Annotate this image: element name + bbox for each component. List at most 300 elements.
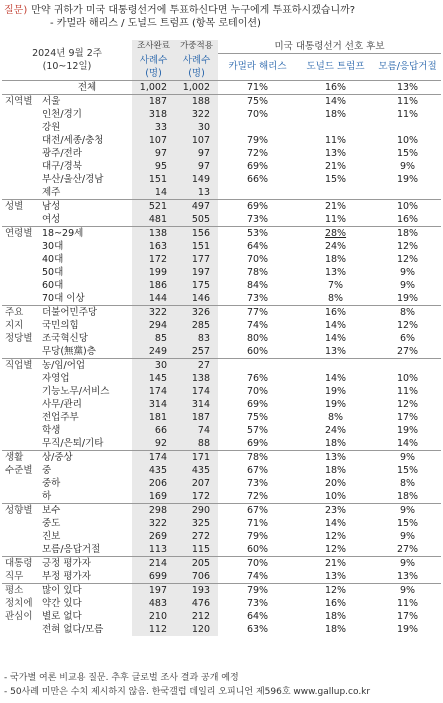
row-weight-count: 172 xyxy=(175,490,218,504)
row-sample-count: 298 xyxy=(132,503,175,517)
row-group-label: 평소 xyxy=(2,583,42,597)
row-sample-count: 322 xyxy=(132,517,175,530)
row-harris-pct: 66% xyxy=(246,173,269,185)
row-trump-pct: 7% xyxy=(327,279,344,291)
row-label: 사무/관리 xyxy=(42,398,82,410)
row-sample-count: 481 xyxy=(132,213,175,227)
table-row xyxy=(2,186,441,200)
table-row xyxy=(2,332,441,345)
row-weight-count: 205 xyxy=(175,556,218,570)
row-label: 모름/응답거절 xyxy=(42,543,101,555)
row-unknown-pct: 9% xyxy=(399,530,416,542)
row-sample-count: 33 xyxy=(132,121,175,134)
row-harris-pct: 73% xyxy=(246,597,269,609)
table-row xyxy=(2,424,441,437)
row-unknown-pct: 13% xyxy=(374,80,441,94)
row-group-label: 직무 xyxy=(5,570,24,582)
table-row xyxy=(2,253,441,266)
row-label: 기능노무/서비스 xyxy=(42,385,110,397)
table-row xyxy=(2,623,441,636)
row-group-label xyxy=(2,186,42,200)
row-label: 부산/울산/경남 xyxy=(42,173,104,185)
table-row xyxy=(2,385,441,398)
row-unknown-pct: 19% xyxy=(396,173,419,185)
row-weight-count: 285 xyxy=(175,319,218,332)
row-label: 중 xyxy=(42,464,52,476)
row-label: 부정 평가자 xyxy=(42,570,91,582)
row-trump-pct: 12% xyxy=(297,583,374,597)
row-trump-pct: 13% xyxy=(297,450,374,464)
row-unknown-pct: 27% xyxy=(396,543,419,555)
row-group-label xyxy=(2,173,42,186)
row-unknown-pct: 12% xyxy=(396,319,419,331)
group-title: 미국 대통령선거 선호 후보 xyxy=(218,40,441,54)
row-label: 전업주부 xyxy=(42,411,79,423)
table-row xyxy=(2,583,441,597)
row-unknown-pct: 12% xyxy=(396,240,419,252)
question-label: 질문) xyxy=(4,5,28,16)
row-group-label: 주요 xyxy=(2,305,42,319)
row-label: 60대 xyxy=(42,279,64,291)
table-row xyxy=(2,530,441,543)
row-harris-pct xyxy=(218,121,297,134)
row-harris-pct: 69% xyxy=(246,398,269,410)
row-harris-pct: 64% xyxy=(246,610,269,622)
row-sample-count: 66 xyxy=(132,424,175,437)
row-group-label xyxy=(2,292,42,306)
row-trump-pct: 18% xyxy=(324,108,347,120)
row-sample-count: 107 xyxy=(132,134,175,147)
row-group-label xyxy=(2,385,42,398)
row-weight-count: 171 xyxy=(175,450,218,464)
row-unknown-pct xyxy=(374,121,441,134)
row-group-label: 생활 xyxy=(2,450,42,464)
row-group-label xyxy=(2,80,42,94)
question-text: 만약 귀하가 미국 대통령선거에 투표하신다면 누구에게 투표하시겠습니까? xyxy=(31,5,356,16)
row-harris-pct: 67% xyxy=(218,503,297,517)
row-unknown-pct: 16% xyxy=(396,213,419,225)
row-trump-pct: 13% xyxy=(324,570,347,582)
row-trump-pct: 18% xyxy=(324,623,347,635)
row-group-label xyxy=(2,437,42,451)
table-row xyxy=(2,319,441,332)
row-harris-pct: 79% xyxy=(218,583,297,597)
row-harris-pct: 70% xyxy=(246,108,269,120)
row-sample-count: 181 xyxy=(132,411,175,424)
row-label: 서울 xyxy=(42,94,132,108)
col-sample-header: 조사완료 xyxy=(132,40,175,54)
row-harris-pct: 73% xyxy=(246,213,269,225)
col-sample-cases: 사례수 xyxy=(132,54,175,67)
table-row xyxy=(2,543,441,557)
row-label: 강원 xyxy=(42,121,61,133)
row-sample-count: 85 xyxy=(132,332,175,345)
row-label: 여성 xyxy=(42,213,61,225)
row-unknown-pct: 19% xyxy=(396,292,419,304)
row-unknown-pct xyxy=(374,358,441,372)
row-harris-pct: 70% xyxy=(218,556,297,570)
row-unknown-pct: 9% xyxy=(399,266,416,278)
row-group-label xyxy=(2,517,42,530)
row-harris-pct: 76% xyxy=(246,372,269,384)
row-weight-count: 146 xyxy=(175,292,218,306)
row-label: 전체 xyxy=(42,80,132,94)
table-row xyxy=(2,345,441,359)
row-sample-count: 169 xyxy=(132,490,175,504)
table-row xyxy=(2,450,441,464)
row-group-label: 연령별 xyxy=(2,226,42,240)
row-unknown-pct: 11% xyxy=(396,597,419,609)
row-weight-count: 88 xyxy=(175,437,218,451)
row-weight-count: 476 xyxy=(175,597,218,610)
row-unknown-pct: 9% xyxy=(374,450,441,464)
row-sample-count: 112 xyxy=(132,623,175,636)
row-sample-count: 151 xyxy=(132,173,175,186)
row-trump-pct: 21% xyxy=(324,160,347,172)
row-sample-count: 210 xyxy=(132,610,175,623)
table-row xyxy=(2,477,441,490)
row-trump-pct: 16% xyxy=(297,80,374,94)
row-group-label xyxy=(2,490,42,504)
row-label: 대전/세종/충청 xyxy=(42,134,104,146)
row-group-label: 성별 xyxy=(2,199,42,213)
row-harris-pct: 71% xyxy=(218,80,297,94)
row-weight-count: 138 xyxy=(175,372,218,385)
row-harris-pct: 60% xyxy=(246,543,269,555)
row-unknown-pct: 9% xyxy=(374,556,441,570)
period-header xyxy=(2,40,132,80)
row-trump-pct: 14% xyxy=(297,94,374,108)
row-label: 제주 xyxy=(42,186,61,198)
row-trump-pct: 11% xyxy=(324,213,347,225)
row-weight-count: 314 xyxy=(175,398,218,411)
row-sample-count: 318 xyxy=(132,108,175,121)
row-harris-pct: 75% xyxy=(246,411,269,423)
row-label: 18~29세 xyxy=(42,226,132,240)
row-label: 중하 xyxy=(42,477,61,489)
row-group-label xyxy=(2,266,42,279)
row-group-label xyxy=(2,134,42,147)
row-trump-pct: 24% xyxy=(324,424,347,436)
row-label: 많이 있다 xyxy=(42,583,132,597)
row-weight-count: 27 xyxy=(175,358,218,372)
row-harris-pct: 71% xyxy=(246,517,269,529)
row-label: 학생 xyxy=(42,424,61,436)
table-row xyxy=(2,213,441,227)
row-label: 국민의힘 xyxy=(42,319,79,331)
row-trump-pct xyxy=(297,358,374,372)
row-group-label: 직업별 xyxy=(2,358,42,372)
table-row xyxy=(2,556,441,570)
row-unknown-pct: 10% xyxy=(374,199,441,213)
row-label: 자영업 xyxy=(42,372,70,384)
row-label: 40대 xyxy=(42,253,64,265)
row-unknown-pct: 9% xyxy=(399,160,416,172)
footnote-1: - 국가별 여론 비교용 질문. 추후 글로벌 조사 결과 공개 예정 xyxy=(4,673,239,683)
row-weight-count: 83 xyxy=(175,332,218,345)
row-trump-pct: 13% xyxy=(324,147,347,159)
row-label: 약간 있다 xyxy=(42,597,82,609)
row-unknown-pct: 13% xyxy=(396,570,419,582)
row-trump-pct: 19% xyxy=(324,385,347,397)
table-row xyxy=(2,199,441,213)
row-unknown-pct: 15% xyxy=(396,147,419,159)
row-harris-pct: 70% xyxy=(246,253,269,265)
table-row xyxy=(2,437,441,451)
row-label: 하 xyxy=(42,490,52,502)
row-trump-pct: 15% xyxy=(324,173,347,185)
row-sample-count: 144 xyxy=(132,292,175,306)
col-weight-cases: 사례수 xyxy=(175,54,218,67)
row-sample-count: 521 xyxy=(132,199,175,213)
row-group-label xyxy=(2,345,42,359)
row-unknown-pct: 8% xyxy=(399,477,416,489)
table-row xyxy=(2,226,441,240)
results-table xyxy=(2,40,441,636)
row-label: 30대 xyxy=(42,240,64,252)
row-unknown-pct: 10% xyxy=(396,134,419,146)
row-group-label xyxy=(2,424,42,437)
row-weight-count: 435 xyxy=(175,464,218,477)
table-row xyxy=(2,372,441,385)
row-label: 진보 xyxy=(42,530,61,542)
row-harris-pct: 60% xyxy=(246,345,269,357)
row-trump-pct: 12% xyxy=(324,543,347,555)
row-trump-pct: 18% xyxy=(324,464,347,476)
row-label: 광주/전라 xyxy=(42,147,82,159)
period-dates: (10~12일) xyxy=(42,60,92,72)
row-sample-count: 97 xyxy=(132,147,175,160)
table-row xyxy=(2,279,441,292)
row-trump-pct: 21% xyxy=(297,556,374,570)
row-label: 대구/경북 xyxy=(42,160,82,172)
row-sample-count: 294 xyxy=(132,319,175,332)
row-sample-count: 483 xyxy=(132,597,175,610)
row-sample-count: 249 xyxy=(132,345,175,359)
row-weight-count: 174 xyxy=(175,385,218,398)
row-weight-count: 149 xyxy=(175,173,218,186)
row-group-label xyxy=(2,623,42,636)
row-harris-pct: 80% xyxy=(246,332,269,344)
row-group-label: 정치에 xyxy=(5,597,33,609)
row-group-label: 수준별 xyxy=(5,464,33,476)
col-trump: 도널드 트럼프 xyxy=(297,54,374,81)
row-group-label xyxy=(2,213,42,227)
row-unknown-pct: 18% xyxy=(396,490,419,502)
row-unknown-pct: 9% xyxy=(399,279,416,291)
row-weight-count: 156 xyxy=(175,226,218,240)
row-sample-count: 92 xyxy=(132,437,175,451)
row-weight-count: 197 xyxy=(175,266,218,279)
table-row xyxy=(2,411,441,424)
row-group-label xyxy=(2,279,42,292)
row-harris-pct: 75% xyxy=(218,94,297,108)
row-group-label: 지지 xyxy=(5,319,24,331)
row-unknown-pct: 14% xyxy=(396,437,419,449)
row-harris-pct: 69% xyxy=(246,437,269,449)
row-trump-pct: 24% xyxy=(324,240,347,252)
row-sample-count: 435 xyxy=(132,464,175,477)
row-group-label xyxy=(2,240,42,253)
question-block xyxy=(4,4,439,30)
row-weight-count: 1,002 xyxy=(175,80,218,94)
row-harris-pct: 74% xyxy=(246,570,269,582)
row-label: 중도 xyxy=(42,517,61,529)
row-group-label xyxy=(2,147,42,160)
row-harris-pct: 64% xyxy=(246,240,269,252)
row-harris-pct: 63% xyxy=(246,623,269,635)
row-harris-pct: 67% xyxy=(246,464,269,476)
row-unknown-pct: 17% xyxy=(396,411,419,423)
row-trump-pct: 12% xyxy=(324,530,347,542)
table-row xyxy=(2,108,441,121)
row-group-label: 관심이 xyxy=(5,610,33,622)
row-trump-pct: 18% xyxy=(324,253,347,265)
col-harris: 카멀라 해리스 xyxy=(218,54,297,81)
table-row xyxy=(2,358,441,372)
row-group-label xyxy=(2,160,42,173)
row-harris-pct xyxy=(218,358,297,372)
row-unknown-pct: 19% xyxy=(396,424,419,436)
row-weight-count: 107 xyxy=(175,134,218,147)
table-row xyxy=(2,266,441,279)
row-label: 무직/은퇴/기타 xyxy=(42,437,104,449)
table-row xyxy=(2,160,441,173)
table-row xyxy=(2,240,441,253)
row-trump-pct: 8% xyxy=(327,411,344,423)
row-group-label xyxy=(2,121,42,134)
row-sample-count: 1,002 xyxy=(132,80,175,94)
row-sample-count: 197 xyxy=(132,583,175,597)
row-weight-count: 175 xyxy=(175,279,218,292)
row-label: 무당(無黨)층 xyxy=(42,345,96,357)
row-trump-pct xyxy=(297,121,374,134)
row-harris-pct: 69% xyxy=(246,160,269,172)
row-trump-pct: 13% xyxy=(324,266,347,278)
row-trump-pct: 13% xyxy=(324,345,347,357)
row-weight-count: 115 xyxy=(175,543,218,557)
table-row xyxy=(2,398,441,411)
table-body xyxy=(2,80,441,636)
row-trump-pct: 23% xyxy=(297,503,374,517)
row-unknown-pct: 18% xyxy=(374,226,441,240)
total-row xyxy=(2,80,441,94)
row-unknown-pct: 6% xyxy=(399,332,416,344)
row-trump-pct xyxy=(297,186,374,200)
row-sample-count: 145 xyxy=(132,372,175,385)
row-harris-pct: 73% xyxy=(246,477,269,489)
row-harris-pct: 78% xyxy=(218,450,297,464)
row-weight-count: 188 xyxy=(175,94,218,108)
row-weight-count: 30 xyxy=(175,121,218,134)
row-sample-count: 138 xyxy=(132,226,175,240)
table-row xyxy=(2,570,441,584)
row-label: 더불어민주당 xyxy=(42,305,132,319)
row-label: 농/임/어업 xyxy=(42,358,132,372)
row-sample-count: 206 xyxy=(132,477,175,490)
table-row xyxy=(2,597,441,610)
row-label: 별로 없다 xyxy=(42,610,82,622)
col-weight-header: 가중적용 xyxy=(175,40,218,54)
row-label: 조국혁신당 xyxy=(42,332,88,344)
row-label: 상/중상 xyxy=(42,450,132,464)
row-trump-pct: 8% xyxy=(327,292,344,304)
row-unknown-pct: 27% xyxy=(396,345,419,357)
row-trump-pct: 14% xyxy=(324,372,347,384)
row-trump-pct: 14% xyxy=(324,517,347,529)
row-trump-pct: 19% xyxy=(324,398,347,410)
row-unknown-pct: 11% xyxy=(396,385,419,397)
period-title: 2024년 9월 2주 xyxy=(32,47,102,59)
row-group-label: 대통령 xyxy=(2,556,42,570)
table-row xyxy=(2,134,441,147)
row-weight-count: 97 xyxy=(175,147,218,160)
row-sample-count: 30 xyxy=(132,358,175,372)
row-label: 전혀 없다/모름 xyxy=(42,623,104,635)
col-sample-unit: (명) xyxy=(132,67,175,81)
row-trump-pct: 20% xyxy=(324,477,347,489)
row-group-label xyxy=(2,372,42,385)
row-trump-pct: 18% xyxy=(324,610,347,622)
row-weight-count: 325 xyxy=(175,517,218,530)
row-weight-count: 322 xyxy=(175,108,218,121)
row-trump-pct: 16% xyxy=(297,305,374,319)
row-weight-count: 290 xyxy=(175,503,218,517)
row-harris-pct: 79% xyxy=(246,134,269,146)
row-sample-count: 187 xyxy=(132,94,175,108)
row-group-label: 지역별 xyxy=(2,94,42,108)
row-group-label xyxy=(2,543,42,557)
footnote-2: - 50사례 미만은 수치 제시하지 않음. 한국갤럽 데일리 오피니언 제596호 www.gallup.co.kr xyxy=(4,687,371,697)
row-harris-pct: 78% xyxy=(246,266,269,278)
row-weight-count: 497 xyxy=(175,199,218,213)
row-harris-pct: 69% xyxy=(218,199,297,213)
row-harris-pct: 74% xyxy=(246,319,269,331)
row-harris-pct: 57% xyxy=(246,424,269,436)
row-sample-count: 163 xyxy=(132,240,175,253)
row-sample-count: 199 xyxy=(132,266,175,279)
row-weight-count: 207 xyxy=(175,477,218,490)
row-sample-count: 95 xyxy=(132,160,175,173)
row-unknown-pct: 9% xyxy=(374,583,441,597)
row-unknown-pct: 19% xyxy=(396,623,419,635)
row-harris-pct: 72% xyxy=(246,147,269,159)
row-sample-count: 699 xyxy=(132,570,175,584)
row-label: 남성 xyxy=(42,199,132,213)
row-harris-pct: 79% xyxy=(246,530,269,542)
table-row xyxy=(2,94,441,108)
row-label: 50대 xyxy=(42,266,64,278)
row-unknown-pct: 17% xyxy=(396,610,419,622)
row-unknown-pct: 8% xyxy=(374,305,441,319)
row-unknown-pct: 9% xyxy=(374,503,441,517)
row-harris-pct: 72% xyxy=(246,490,269,502)
table-row xyxy=(2,464,441,477)
table-row xyxy=(2,292,441,306)
row-label: 70대 이상 xyxy=(42,292,85,304)
row-group-label: 성향별 xyxy=(2,503,42,517)
row-unknown-pct: 10% xyxy=(396,372,419,384)
row-group-label xyxy=(2,530,42,543)
row-sample-count: 186 xyxy=(132,279,175,292)
table-row xyxy=(2,490,441,504)
table-row xyxy=(2,121,441,134)
row-unknown-pct: 15% xyxy=(396,517,419,529)
row-group-label xyxy=(2,108,42,121)
row-trump-pct: 14% xyxy=(324,319,347,331)
row-harris-pct xyxy=(218,186,297,200)
table-row xyxy=(2,147,441,160)
